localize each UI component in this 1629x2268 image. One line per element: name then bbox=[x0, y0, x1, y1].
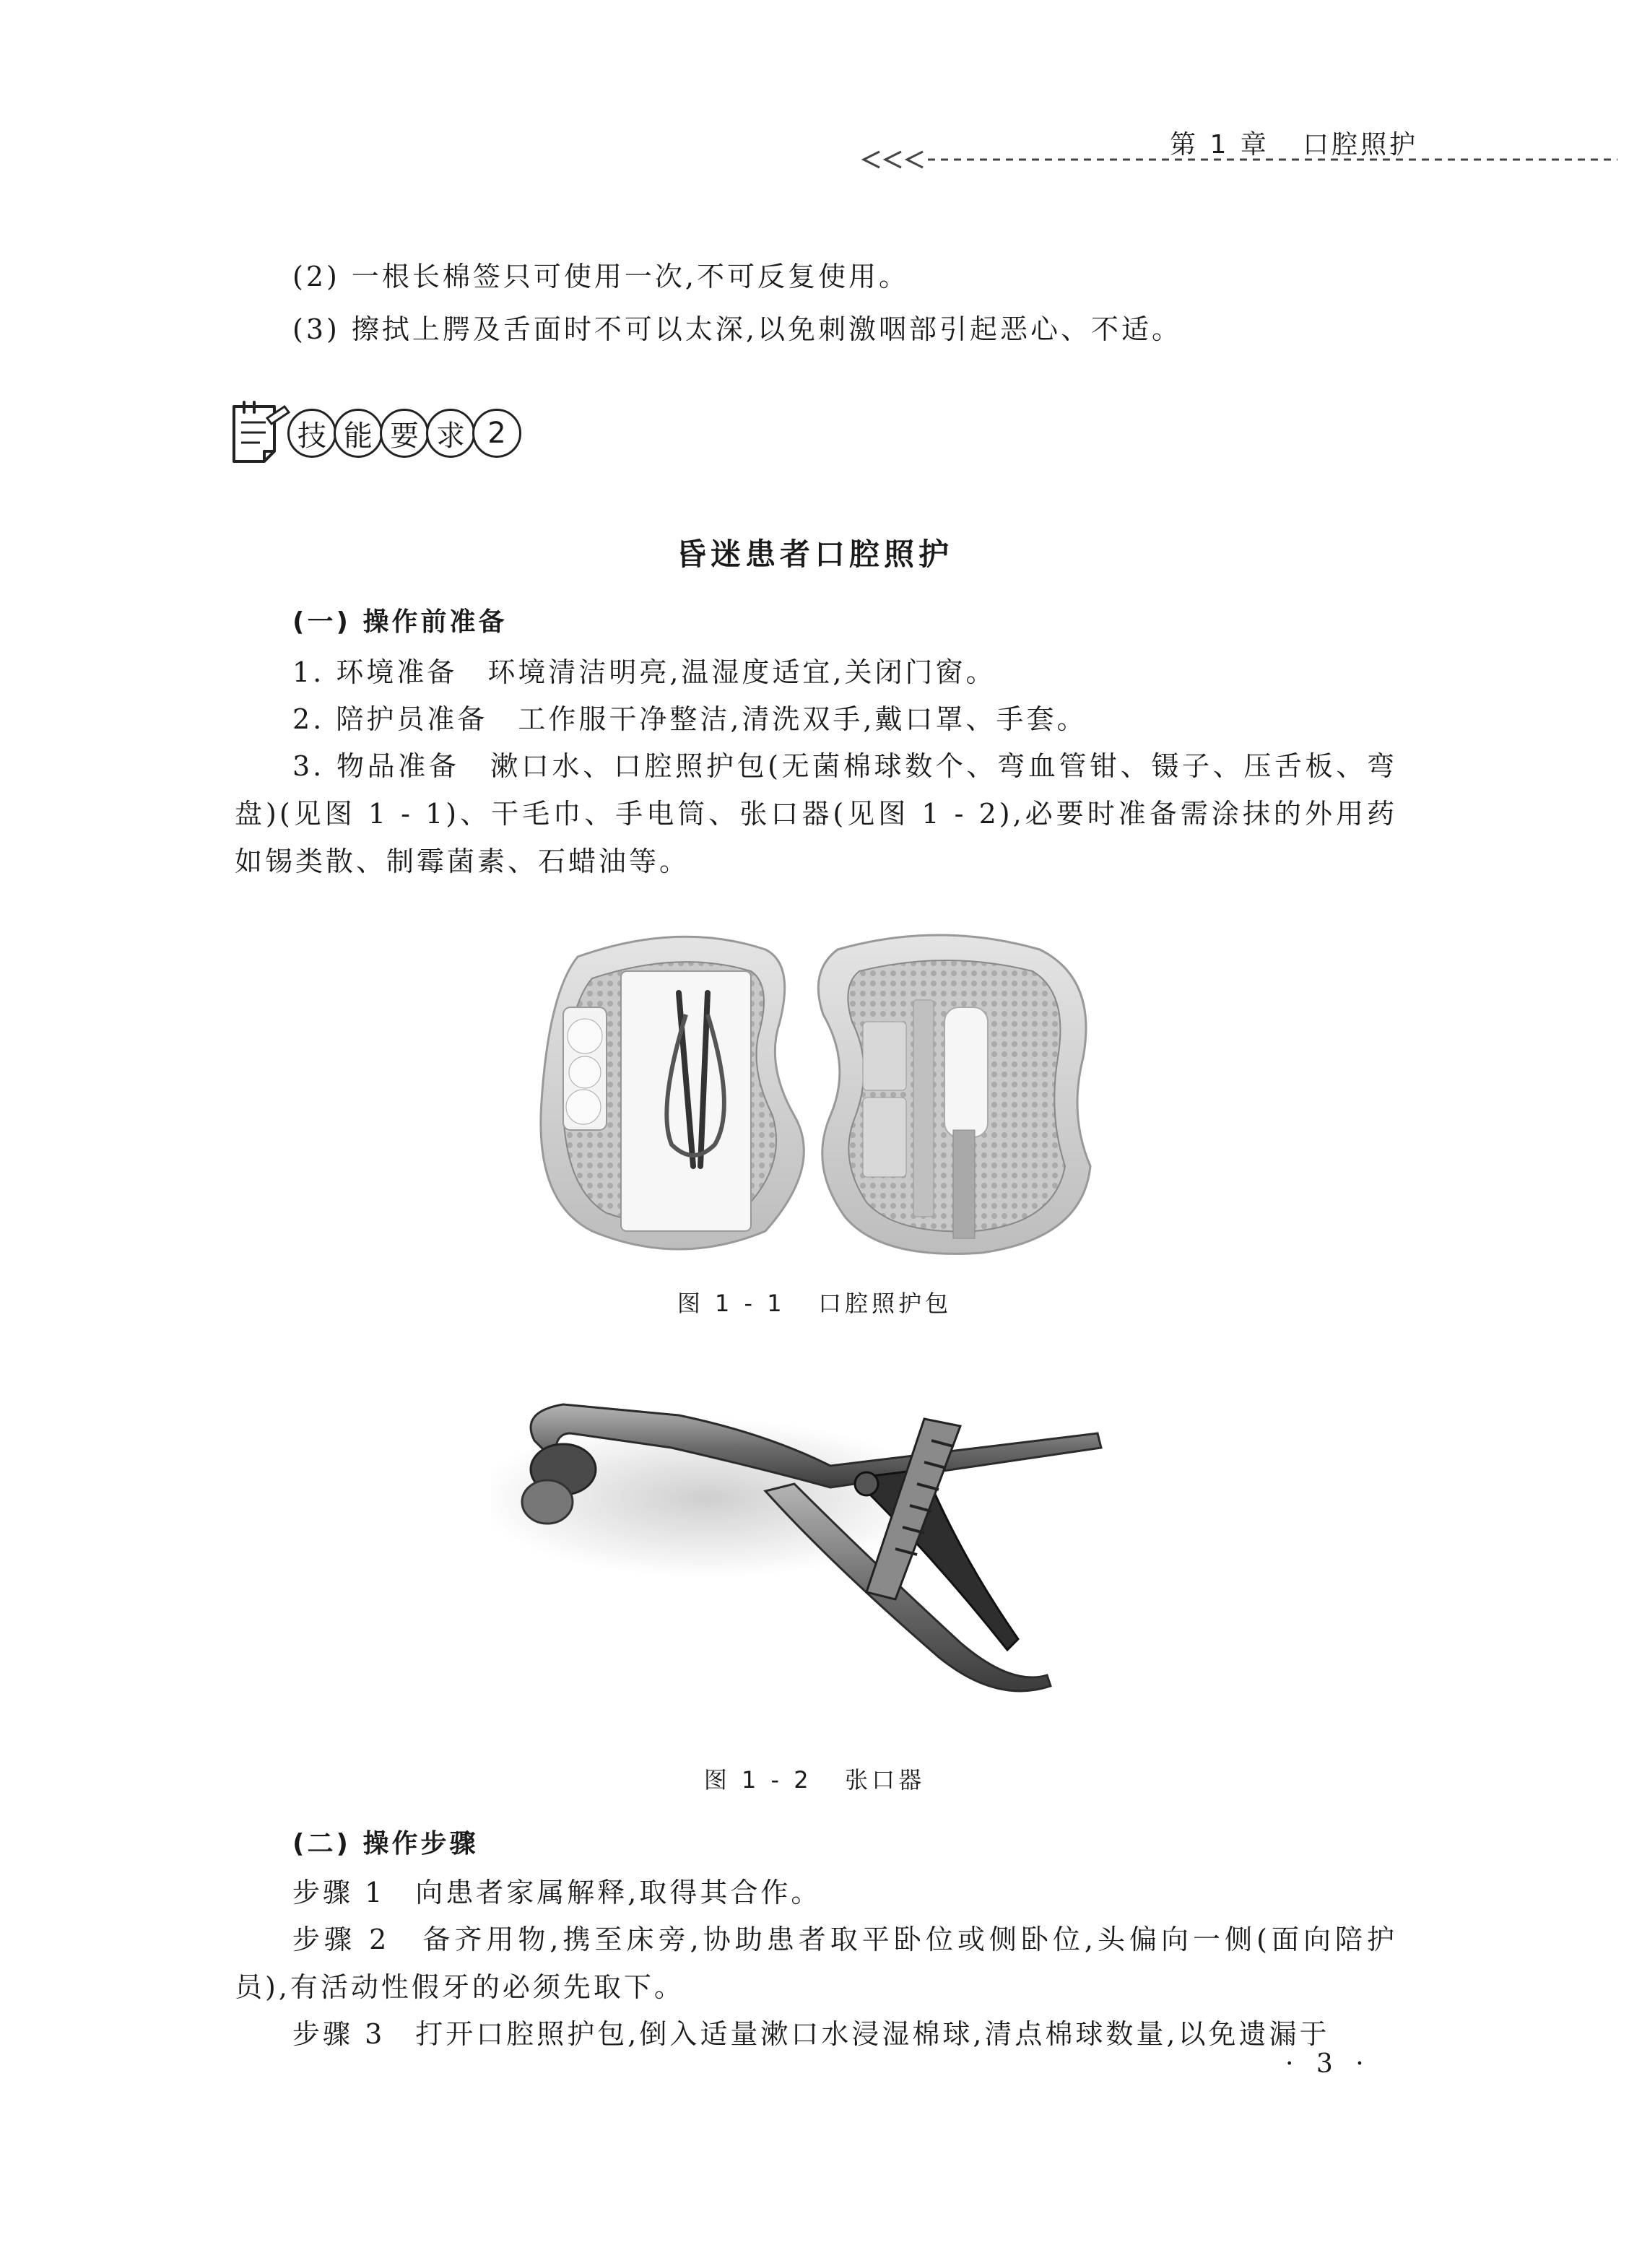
skill-banner bbox=[224, 401, 521, 466]
intro-line-2: (2) 一根长棉签只可使用一次,不可反复使用。 bbox=[292, 261, 909, 292]
skill-char: 要 bbox=[380, 409, 429, 458]
skill-char: 求 bbox=[426, 409, 475, 458]
prep-item-2: 2. 陪护员准备 工作服干净整洁,清洗双手,戴口罩、手套。 bbox=[292, 703, 1087, 735]
prep-item-1: 1. 环境准备 环境清洁明亮,温湿度适宜,关闭门窗。 bbox=[292, 656, 996, 688]
running-header: 第 1 章 口腔照护 bbox=[1170, 130, 1419, 160]
mouth-gag-image bbox=[491, 1383, 1141, 1737]
step-2: 步骤 2 备齐用物,携至床旁,协助患者取平卧位或侧卧位,头偏向一侧(面向陪护员),有活动性假牙的必须先取下。 bbox=[235, 1924, 1397, 2003]
intro-line-3: (3) 擦拭上腭及舌面时不可以太深,以免刺激咽部引起恶心、不适。 bbox=[292, 313, 1182, 345]
oral-care-kit-image bbox=[534, 928, 1098, 1260]
skill-char: 能 bbox=[334, 409, 383, 458]
figure-caption: 图 1 - 2 张口器 bbox=[703, 1766, 926, 1794]
prep-item-3: 3. 物品准备 漱口水、口腔照护包(无菌棉球数个、弯血管钳、镊子、压舌板、弯盘)(见图 1 - 1)、干毛巾、手电筒、张口器(见图 1 - 2),必要时准备需涂抹的外用药如锡类散、制霉菌素、石蜡油等。 bbox=[235, 750, 1397, 877]
header-rule bbox=[859, 149, 1617, 170]
notepad-icon bbox=[224, 401, 290, 466]
section1-heading: (一) 操作前准备 bbox=[292, 607, 508, 637]
step-3: 步骤 3 打开口腔照护包,倒入适量漱口水浸湿棉球,清点棉球数量,以免遗漏于 bbox=[292, 2018, 1330, 2050]
arrow-icons bbox=[864, 152, 923, 168]
step-1: 步骤 1 向患者家属解释,取得其合作。 bbox=[292, 1877, 822, 1908]
section-title: 昏迷患者口腔照护 bbox=[675, 536, 953, 572]
skill-char: 技 bbox=[287, 409, 336, 458]
page-number: · 3 · bbox=[1285, 2049, 1371, 2079]
section2-heading: (二) 操作步骤 bbox=[292, 1829, 479, 1859]
skill-char: 2 bbox=[472, 409, 521, 458]
figure-caption: 图 1 - 1 口腔照护包 bbox=[677, 1290, 952, 1317]
